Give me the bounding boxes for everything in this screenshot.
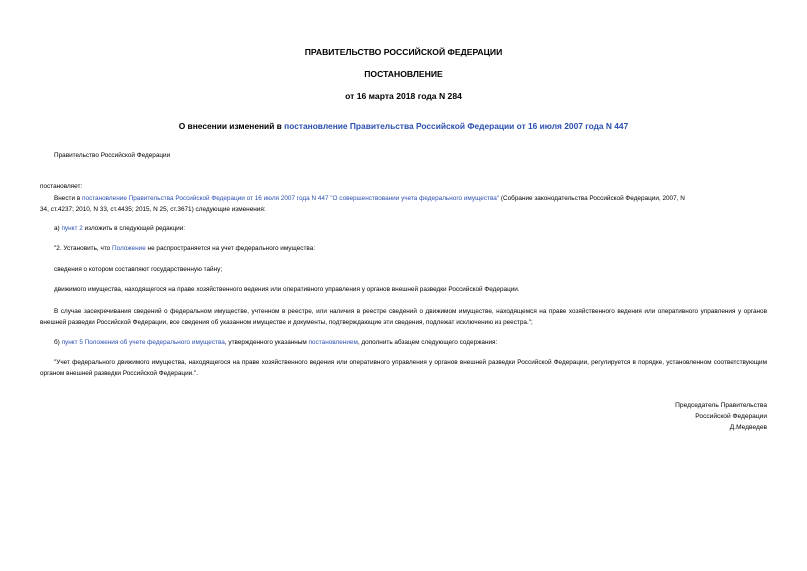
document-type-heading: ПОСТАНОВЛЕНИЕ [364, 69, 443, 79]
title-link[interactable]: постановление Правительства Российской Федерации от 16 июля 2007 года N 447 [284, 121, 629, 131]
regulation-link[interactable]: Положение [111, 245, 146, 252]
document-title [0, 121, 807, 131]
item-b-middle: , утвержденного указанным [224, 339, 309, 346]
item-2-link[interactable]: пункт 2 [61, 225, 83, 232]
amend-prefix: Внести в [54, 195, 82, 202]
paragraph-accounting: "Учет федерального движимого имущества, находящегося на праве хозяйственного ведения или оперативного управления у органов внешней разведки Российской Федерации, регулируется в порядке, установленном соответствующим органом внешней разведки Российской Федерации.". [40, 359, 767, 377]
signature-block [675, 400, 767, 433]
item-b-prefix: б) [54, 339, 62, 346]
paragraph-decrees: постановляет: [40, 183, 83, 190]
item-a-prefix: а) [54, 225, 62, 232]
item-5-link[interactable]: пункт 5 Положения об учете федерального имущества [61, 339, 225, 346]
paragraph-amend-line2: 34, ст.4237; 2010, N 33, ст.4435; 2015, N 25, ст.3671) следующие изменения: [40, 206, 266, 213]
paragraph-movable-property: движимого имущества, находящегося на праве хозяйственного ведения или оперативного управления у органов внешней разведки Российской Федерации. [54, 286, 520, 293]
government-heading: ПРАВИТЕЛЬСТВО РОССИЙСКОЙ ФЕДЕРАЦИИ [304, 47, 503, 57]
paragraph-state-secret: сведения о котором составляют государственную тайну; [54, 266, 223, 273]
item-b-suffix: , дополнить абзацем следующего содержания: [357, 339, 498, 346]
paragraph-classification: В случае засекречивания сведений о федеральном имуществе, учтенном в реестре, или наличия в реестре сведений о движимом имуществе, находящемся на праве хозяйственного ведения или оперативного управления у органов внешней разведки Российской Федерации, все сведения об указанном имуществе и документы, подтверждающие эти сведения, подлежат исключению из реестра."; [40, 308, 767, 326]
paragraph-establish [54, 244, 315, 254]
paragraph-item-a [54, 224, 185, 234]
establish-suffix: не распространяется на учет федерального имущества: [145, 245, 316, 252]
title-prefix: О внесении изменений в [178, 121, 285, 131]
signature-org: Российской Федерации [695, 413, 767, 420]
paragraph-government: Правительство Российской Федерации [54, 152, 171, 159]
amend-link[interactable]: постановление Правительства Российской Федерации от 16 июля 2007 года N 447 "О совершенствовании учета федерального имущества" [81, 195, 500, 202]
date-number-heading: от 16 марта 2018 года N 284 [345, 91, 462, 101]
paragraph-item-b [54, 338, 497, 348]
signature-name: Д.Медведев [729, 424, 767, 431]
paragraph-amend-line1 [54, 194, 685, 204]
item-a-suffix: изложить в следующей редакции: [82, 225, 186, 232]
signature-title: Председатель Правительства [675, 402, 767, 409]
establish-prefix: "2. Установить, что [54, 245, 112, 252]
amend-suffix: (Собрание законодательства Российской Федерации, 2007, N [499, 195, 685, 202]
resolution-link[interactable]: постановлением [308, 339, 358, 346]
